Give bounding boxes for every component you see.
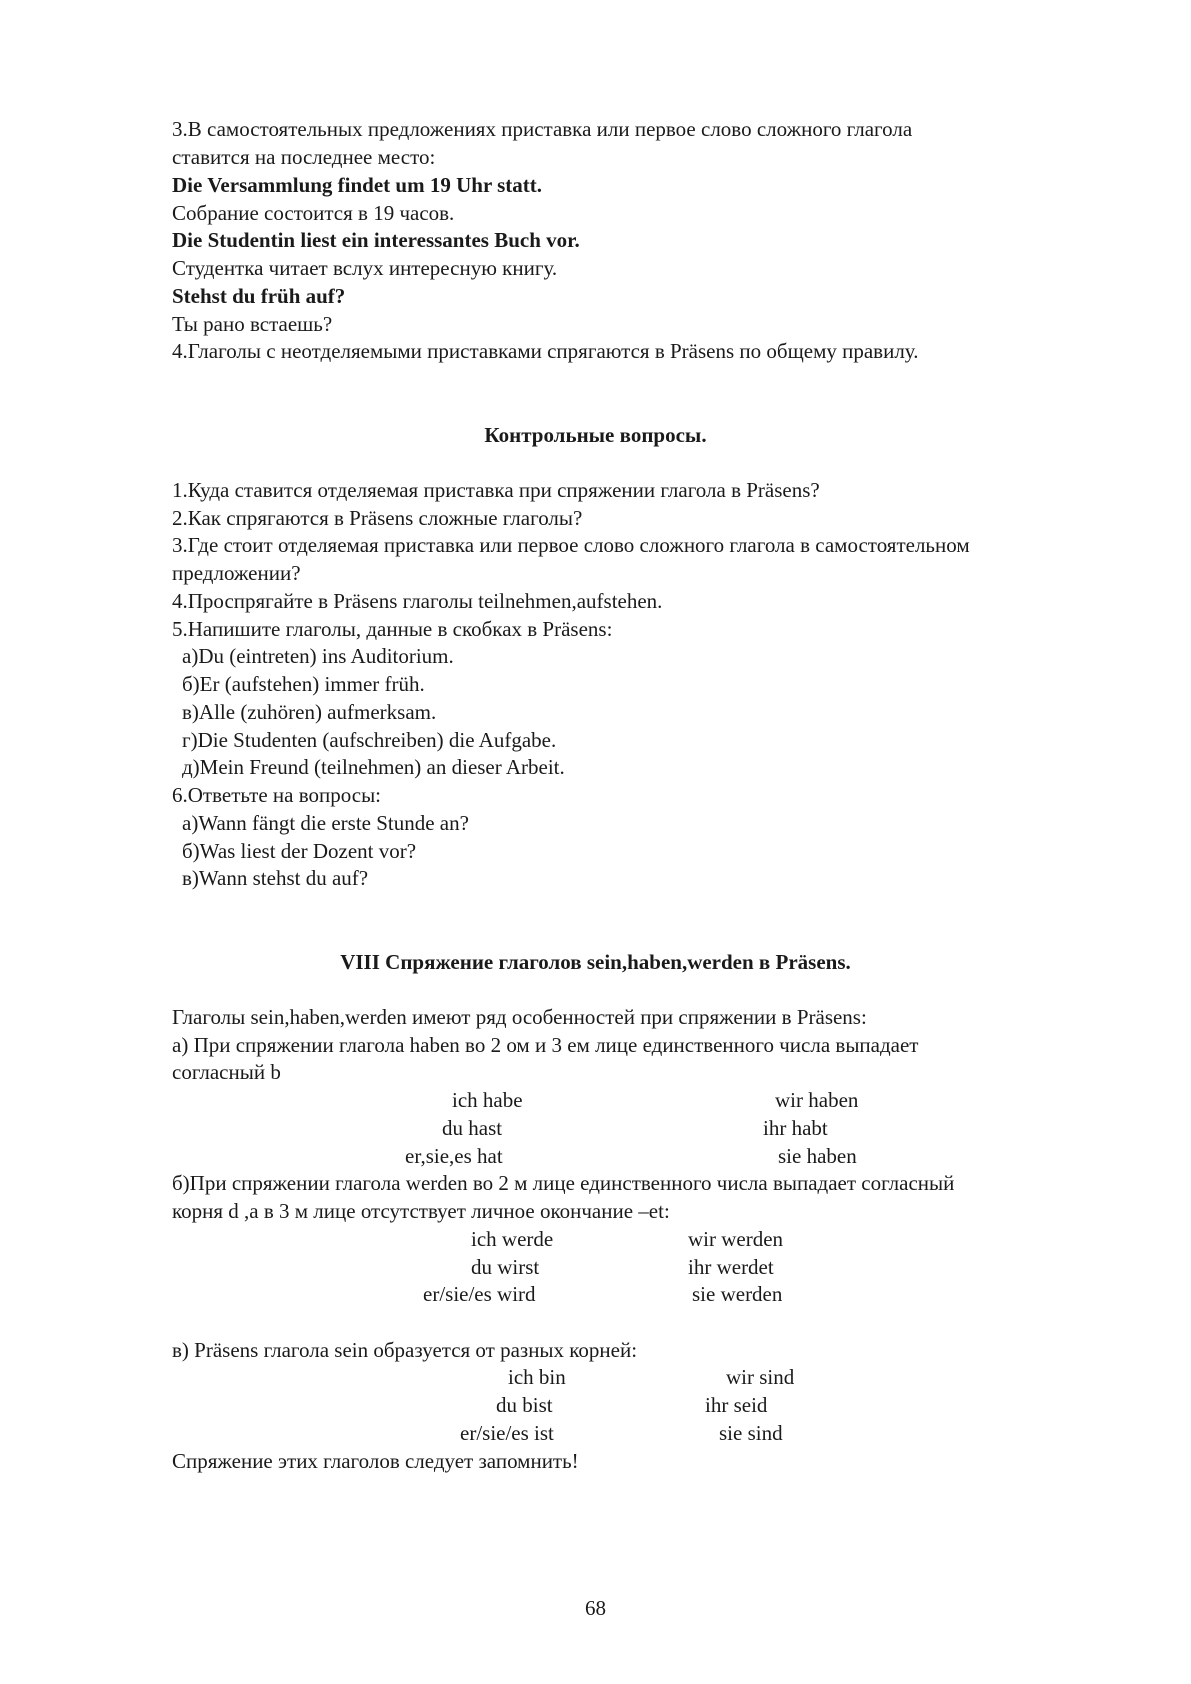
page-number: 68 [585, 1596, 606, 1620]
question-1: 1.Куда ставится отделяемая приставка при спряжении глагола в Präsens? [172, 478, 820, 502]
rule3-line1: 3.В самостоятельных предложениях приставка или первое слово сложного глагола [172, 117, 913, 141]
sein-singular-1: ich bin [508, 1365, 566, 1389]
section8-heading: VIII Спряжение глаголов sein,haben,werden в Präsens. [340, 950, 851, 974]
question-5d: г)Die Studenten (aufschreiben) die Aufgabe. [182, 728, 557, 752]
rule4: 4.Глаголы с неотделяемыми приставками спрягаются в Präsens по общему правилу. [172, 339, 919, 363]
werden-plural-3: sie werden [692, 1282, 783, 1306]
control-questions-heading: Контрольные вопросы. [484, 423, 707, 447]
question-6: 6.Ответьте на вопросы: [172, 783, 382, 807]
example3-german: Stehst du früh auf? [172, 284, 346, 308]
werden-singular-2: du wirst [471, 1255, 540, 1279]
question-5e: д)Mein Freund (teilnehmen) an dieser Arbeit. [182, 755, 565, 779]
example3-russian: Ты рано встаешь? [172, 312, 333, 336]
haben-rule-line1: а) При спряжении глагола haben во 2 ом и 3 ем лице единственного числа выпадает [172, 1033, 919, 1057]
haben-plural-1: wir haben [775, 1088, 859, 1112]
question-5b: б)Er (aufstehen) immer früh. [182, 672, 425, 696]
question-3-line2: предложении? [172, 561, 301, 585]
sein-singular-2: du bist [496, 1393, 553, 1417]
sein-plural-3: sie sind [719, 1421, 783, 1445]
haben-rule-line2: согласный b [172, 1060, 281, 1084]
example1-german: Die Versammlung findet um 19 Uhr statt. [172, 173, 543, 197]
haben-singular-3: er,sie,es hat [405, 1144, 503, 1168]
werden-plural-1: wir werden [688, 1227, 784, 1251]
question-6a: а)Wann fängt die erste Stunde an? [182, 811, 469, 835]
werden-singular-3: er/sie/es wird [423, 1282, 536, 1306]
example1-russian: Собрание состоится в 19 часов. [172, 201, 455, 225]
closing-note: Спряжение этих глаголов следует запомнить! [172, 1449, 579, 1473]
question-6b: б)Was liest der Dozent vor? [182, 839, 417, 863]
werden-rule-line1: б)При спряжении глагола werden во 2 м лице единственного числа выпадает согласный [172, 1171, 955, 1195]
section8-intro: Глаголы sein,haben,werden имеют ряд особенностей при спряжении в Präsens: [172, 1005, 867, 1029]
haben-plural-2: ihr habt [763, 1116, 828, 1140]
haben-plural-3: sie haben [778, 1144, 857, 1168]
sein-singular-3: er/sie/es ist [460, 1421, 554, 1445]
question-4: 4.Проспрягайте в Präsens глаголы teilnehmen,aufstehen. [172, 589, 663, 613]
sein-plural-1: wir sind [726, 1365, 795, 1389]
example2-russian: Студентка читает вслух интересную книгу. [172, 256, 558, 280]
question-2: 2.Как спрягаются в Präsens сложные глаголы? [172, 506, 583, 530]
haben-singular-1: ich habe [452, 1088, 523, 1112]
example2-german: Die Studentin liest ein interessantes Buch vor. [172, 228, 580, 252]
question-5a: а)Du (eintreten) ins Auditorium. [182, 644, 454, 668]
rule3-line2: ставится на последнее место: [172, 145, 436, 169]
haben-singular-2: du hast [442, 1116, 503, 1140]
question-3-line1: 3.Где стоит отделяемая приставка или первое слово сложного глагола в самостоятельном [172, 533, 970, 557]
question-5: 5.Напишите глаголы, данные в скобках в Präsens: [172, 617, 613, 641]
werden-rule-line2: корня d ,а в 3 м лице отсутствует личное окончание –et: [172, 1199, 670, 1223]
question-6c: в)Wann stehst du auf? [182, 866, 369, 890]
question-5c: в)Alle (zuhören) aufmerksam. [182, 700, 437, 724]
werden-singular-1: ich werde [471, 1227, 554, 1251]
werden-plural-2: ihr werdet [688, 1255, 774, 1279]
sein-plural-2: ihr seid [705, 1393, 768, 1417]
sein-rule: в) Präsens глагола sein образуется от разных корней: [172, 1338, 638, 1362]
